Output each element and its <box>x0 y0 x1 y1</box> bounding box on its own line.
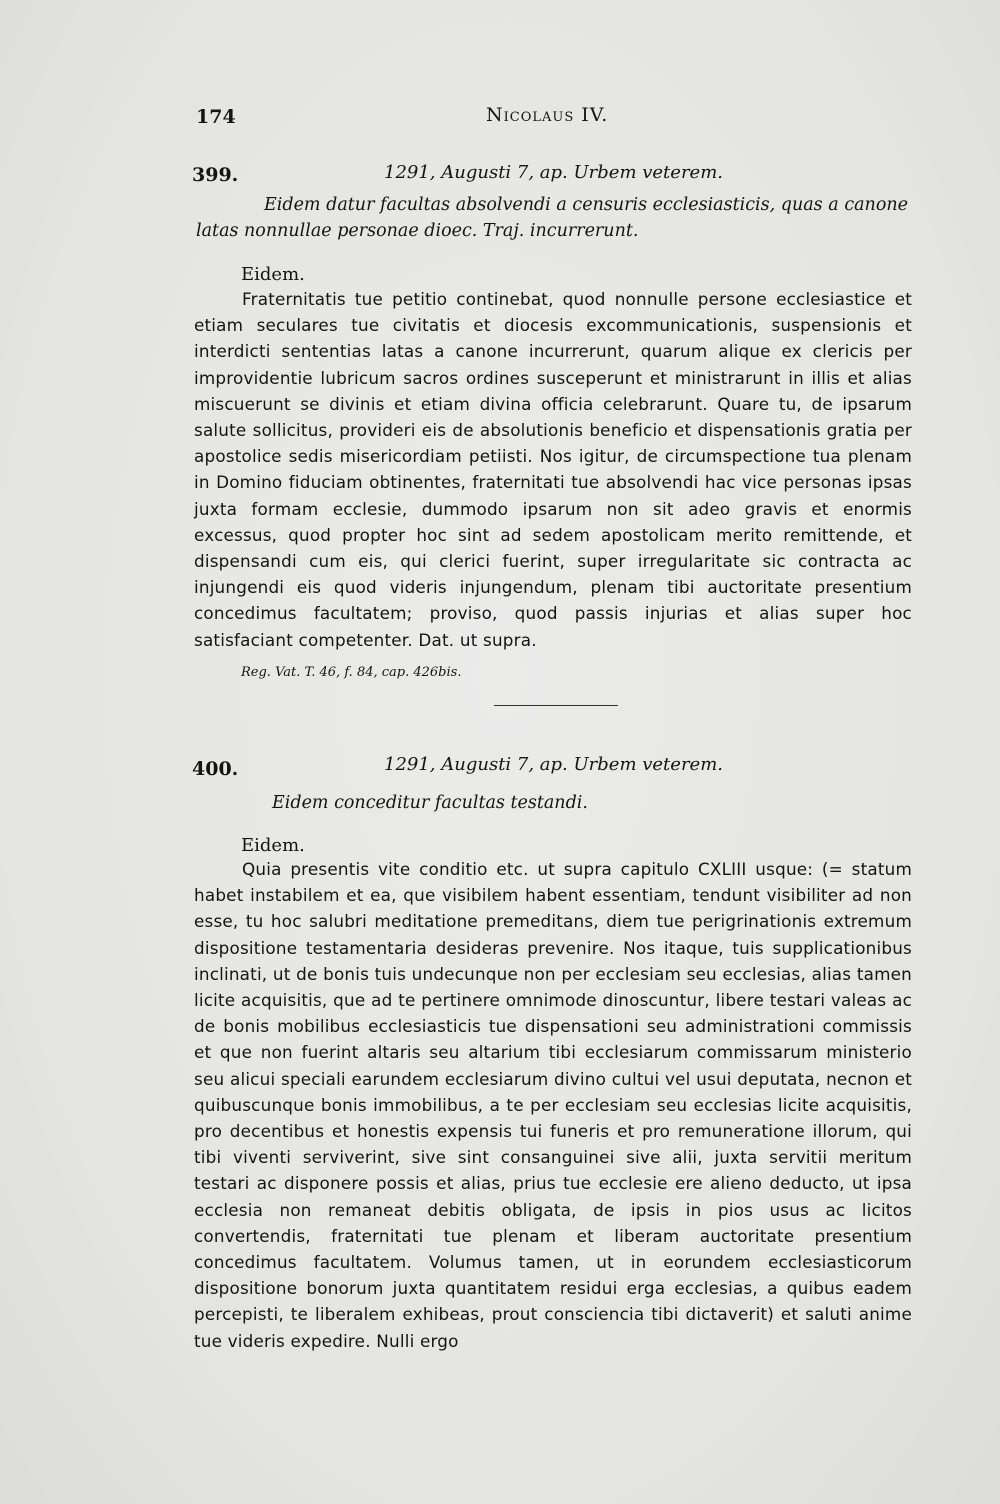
entry-number: 400. <box>192 758 239 780</box>
entry-addressee: Eidem. <box>241 835 305 856</box>
entry-summary: Eidem conceditur facultas testandi. <box>272 793 588 813</box>
entry-addressee: Eidem. <box>241 264 305 285</box>
entry-body: Quia presentis vite conditio etc. ut supra capitulo CXLIII usque: (= statum habet instabilem et ea, que visibilem habent essentiam, tendunt visibiliter ad non esse, tu hoc salubri meditatione premeditans, diem tue perigrinationis extremum dispositione testamentaria desideras prevenire. Nos itaque, tuis supplicationibus inclinati, ut de bonis tuis undecunque non per ecclesiam seu ecclesias, alias tamen licite acquisitis, que ad te pertinere omnimode dinoscuntur, libere testari valeas ac de bonis mobilibus ecclesiasticis tue dispensationi seu administrationi commissis et que non fuerint altaris seu altarium tibi ecclesiarum commissarum ministerio seu alicui speciali earundem ecclesiarum divino cultui vel usui deputata, necnon et quibuscunque bonis immobilibus, a te per ecclesiam seu ecclesias licite acquisitis, pro decentibus et honestis expensis tui funeris et pro remuneratione illorum, qui tibi viventi serviverint, sive sint consanguinei sive alii, juxta servitii meritum testari ac disponere possis et alias, prius tue ecclesie ere alieno deducto, ut ipsa ecclesia non remaneat debitis obligata, de ipsis in pios usus ac licitos convertendis, fraternitati tue plenam et liberam auctoritate presentium concedimus facultatem. Volumus tamen, ut in eorundem ecclesiasticorum dispositione bonorum juxta quantitatem residui erga ecclesias, a quibus eadem percepisti, te liberalem exhibeas, prout consciencia tibi dictaverit) et saluti anime tue videris expedire. Nulli ergo <box>194 859 912 1351</box>
entry-summary: Eidem datur facultas absolvendi a censuris ecclesiasticis, quas a canone latas nonnullae personae dioec. Traj. incurrerunt. <box>196 195 908 241</box>
entry-body: Fraternitatis tue petitio continebat, quod nonnulle persone ecclesiastice et etiam seculares tue civitatis et diocesis excommunicationis, suspensionis et interdicti sententias latas a canone incurrerunt, quarum alique ex clericis per improvidentie lubricum sacros ordines susceperunt et ministrarunt in illis et alias miscuerunt se divinis et etiam divina officia celebrarunt. Quare tu, de ipsarum salute sollicitus, provideri eis de absolutionis beneficio et dispensationis gratia per apostolice sedis misericordiam petiisti. Nos igitur, de circumspectione tua plenam in Domino fiduciam obtinentes, fraternitati tue absolvendi hac vice personas ipsas juxta formam ecclesie, dummodo ipsarum non sit adeo gravis et enormis excessus, quod propter hoc sint ad sedem apostolicam merito remittende, et dispensandi cum eis, qui clerici fuerint, super irregularitate sic contracta ac injungendi eis quod videris injungendum, plenam tibi auctoritate presentium concedimus facultatem; proviso, quod passis injurias et alias super hoc satisfaciant competenter. Dat. ut supra. <box>194 289 912 650</box>
entry-source: Reg. Vat. T. 46, f. 84, cap. 426bis. <box>241 665 462 680</box>
section-divider <box>494 705 618 706</box>
running-title: Nicolaus IV. <box>486 104 609 126</box>
entry-date: 1291, Augusti 7, ap. Urbem veterem. <box>384 162 723 183</box>
page-number: 174 <box>196 106 236 128</box>
entry-date: 1291, Augusti 7, ap. Urbem veterem. <box>384 754 723 775</box>
entry-number: 399. <box>192 164 239 186</box>
